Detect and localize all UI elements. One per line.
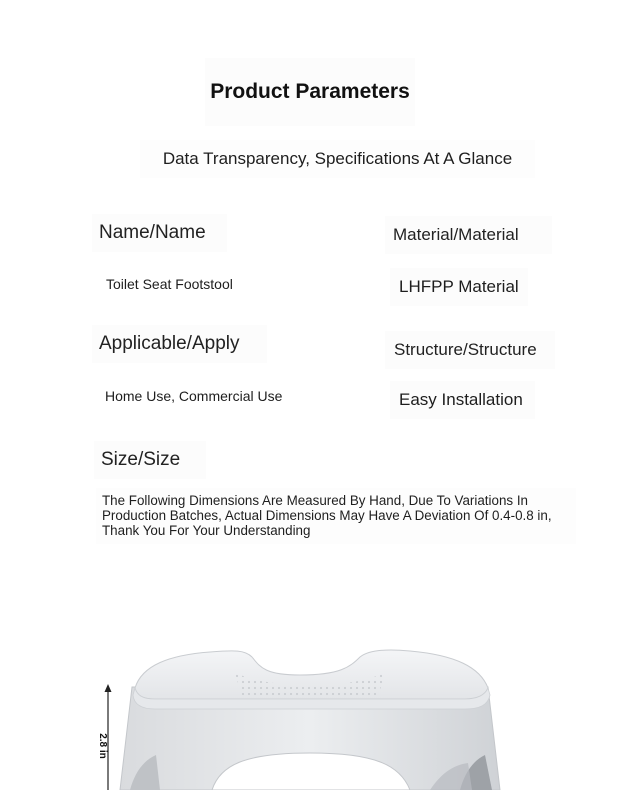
applicable-label-text: Applicable/Apply [99,333,240,354]
height-dimension-label: 2.8 in [97,733,108,759]
applicable-label [92,325,267,363]
page-subtitle [140,140,535,178]
structure-label [385,331,555,369]
name-label-text: Name/Name [99,222,206,243]
footstool-illustration [60,625,540,790]
material-value [390,268,528,306]
structure-label-text: Structure/Structure [394,340,537,359]
material-value-text: LHFPP Material [399,277,519,296]
size-note [96,488,576,544]
size-note-text: The Following Dimensions Are Measured By Hand, Due To Variations In Production Batches, Actual Dimensions May Have A Deviation Of 0.4-0.8 in, Thank You For Your Understanding [102,493,552,538]
size-label-text: Size/Size [101,449,181,470]
material-label [385,216,552,254]
applicable-value-text: Home Use, Commercial Use [105,388,283,404]
name-value [99,272,259,296]
applicable-value [98,384,288,408]
material-label-text: Material/Material [393,225,519,244]
page-subtitle-text: Data Transparency, Specifications At A Glance [162,149,513,168]
name-label [92,214,227,252]
product-image [60,625,540,790]
size-label [94,441,206,479]
structure-value-text: Easy Installation [399,390,523,409]
structure-value [390,381,535,419]
name-value-text: Toilet Seat Footstool [106,276,233,292]
page-title-text: Product Parameters [210,80,410,103]
page-title [205,58,415,126]
